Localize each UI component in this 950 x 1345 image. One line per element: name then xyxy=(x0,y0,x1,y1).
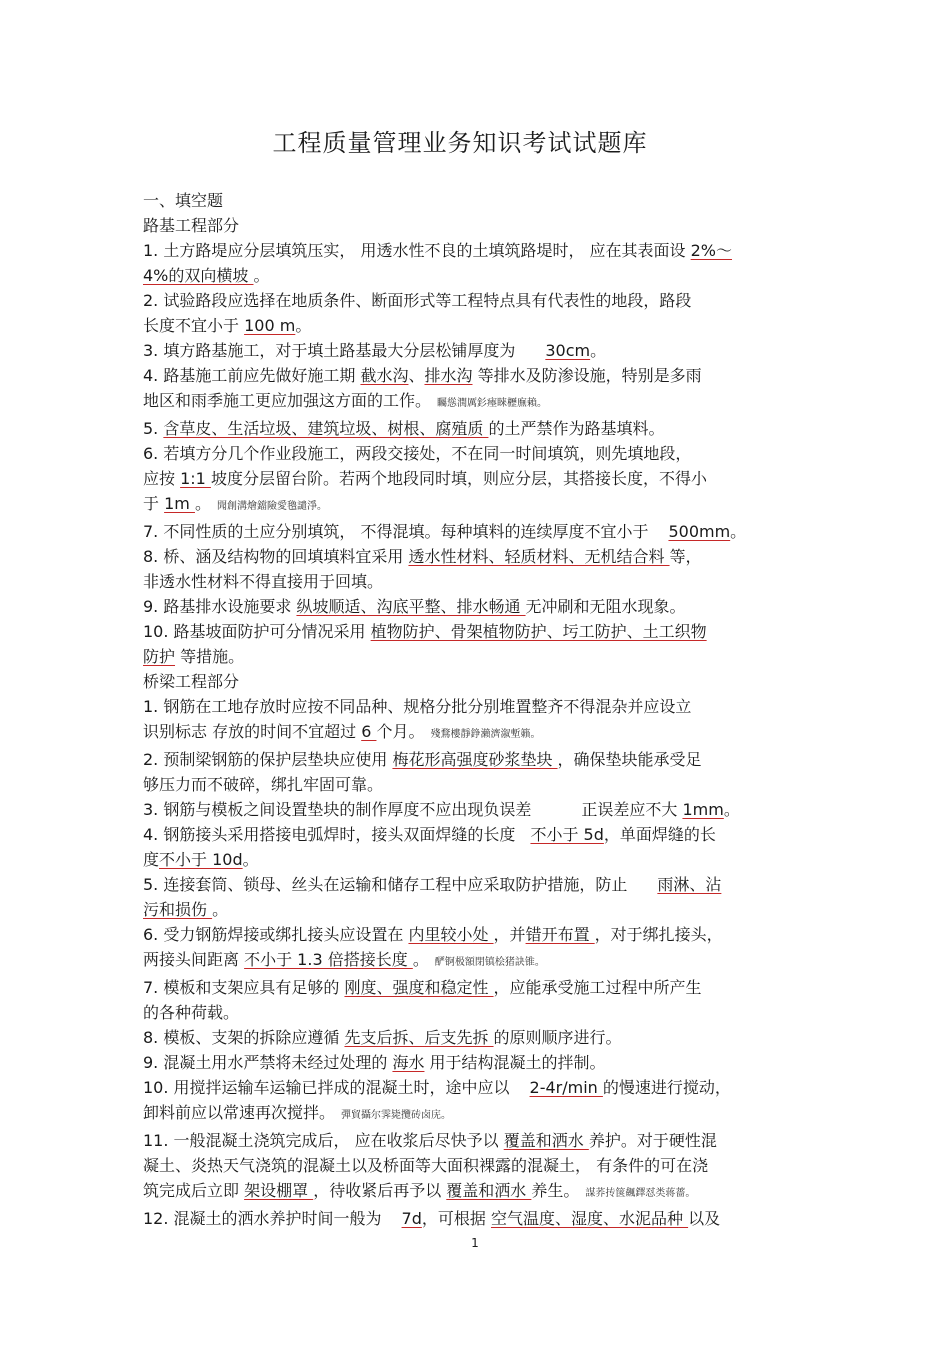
text-segment: 等措施。 xyxy=(175,647,245,666)
scan-noise-text: 殘鶩樓靜錚瀨濟溆塹籟。 xyxy=(430,729,541,740)
text-line xyxy=(143,238,813,263)
text-line xyxy=(143,363,813,388)
text-line xyxy=(143,872,813,897)
text-line xyxy=(143,466,813,491)
text-segment: 6. 若填方分几个作业段施工，两段交接处，不在同一时间填筑，则先填地段， xyxy=(143,444,692,463)
scan-noise-text: 彈貿攝尔霁毙攬砖卤庑。 xyxy=(341,1110,452,1121)
answer-blank: 纵坡顺适、沟底平整、排水畅通 xyxy=(296,597,526,616)
text-segment: 7. 模板和支架应具有足够的 xyxy=(143,978,345,997)
answer-blank: 梅花形高强度砂浆垫块 xyxy=(392,750,558,769)
answer-blank: 透水性材料、轻质材料、无机结合料 xyxy=(408,547,670,566)
answer-blank: 空气温度、湿度、水泥品种 xyxy=(490,1209,689,1228)
text-line xyxy=(143,288,813,313)
text-line xyxy=(143,897,813,922)
answer-blank: 不小于 5d xyxy=(530,825,604,844)
answer-blank: 覆盖和洒水 xyxy=(503,1131,589,1150)
text-segment: 度 xyxy=(143,850,160,869)
text-line xyxy=(143,694,813,719)
text-segment: 非透水性材料不得直接用于回填。 xyxy=(143,572,384,591)
text-line xyxy=(143,719,813,747)
text-line xyxy=(143,619,813,644)
text-segment: 的土严禁作为路基填料。 xyxy=(488,419,665,438)
text-segment: 1. 土方路堤应分层填筑压实， 用透水性不良的土填筑路堤时， 应在其表面设 xyxy=(143,241,691,260)
text-line xyxy=(143,1000,813,1025)
text-line xyxy=(143,1153,813,1178)
text-line xyxy=(143,1128,813,1153)
answer-blank: 错开布置 xyxy=(525,925,595,944)
answer-blank: 排水沟 xyxy=(424,366,473,385)
text-segment: 识别标志 存放的时间不宜超过 xyxy=(143,722,362,741)
text-line xyxy=(143,1050,813,1075)
text-segment: 长度不宜小于 xyxy=(143,316,245,335)
text-line xyxy=(143,594,813,619)
text-line xyxy=(143,1025,813,1050)
answer-blank: 1:1 xyxy=(180,469,211,488)
text-segment: 5. xyxy=(143,419,164,438)
text-segment: 两接头间距离 xyxy=(143,950,245,969)
answer-blank: 污和损伤 xyxy=(143,900,213,919)
text-segment: ，应能承受施工过程中所产生 xyxy=(493,978,702,997)
answer-blank: 植物防护、骨架植物防护、圬工防护、土工织物 xyxy=(370,622,707,641)
text-line xyxy=(143,1206,813,1231)
text-segment: 以及 xyxy=(688,1209,721,1228)
text-line xyxy=(143,416,813,441)
text-segment: 8. 桥、涵及结构物的回填填料宜采用 xyxy=(143,547,409,566)
text-segment: 9. 路基排水设施要求 xyxy=(143,597,297,616)
text-segment: 路基工程部分 xyxy=(143,216,240,235)
answer-blank: 覆盖和洒水 xyxy=(446,1181,532,1200)
answer-blank: 刚度、强度和稳定性 xyxy=(344,978,494,997)
text-segment: 养生。 xyxy=(531,1181,580,1200)
answer-blank: 6 xyxy=(361,722,377,741)
text-line xyxy=(143,1100,813,1128)
text-segment: 5. 连接套筒、锁母、丝头在运输和储存工程中应采取防护措施，防止 xyxy=(143,875,628,894)
scan-noise-text: 謀荞抟箧飆鐸怼类蒋薔。 xyxy=(585,1188,696,1199)
text-line xyxy=(143,519,813,544)
text-segment: 4. 路基施工前应先做好施工期 xyxy=(143,366,361,385)
text-line xyxy=(143,847,813,872)
text-segment: 。 xyxy=(295,316,312,335)
text-segment: 的慢速进行搅动， xyxy=(602,1078,731,1097)
text-segment: 凝土、炎热天气浇筑的混凝土以及桥面等大面积裸露的混凝土， 有条件的可在浇 xyxy=(143,1156,709,1175)
answer-blank: 内里较小处 xyxy=(408,925,494,944)
text-segment: 12. 混凝土的洒水养护时间一般为 xyxy=(143,1209,382,1228)
text-segment: 无冲刷和无阻水现象。 xyxy=(525,597,686,616)
text-line xyxy=(143,747,813,772)
text-segment: 3. 填方路基施工，对于填土路基最大分层松铺厚度为 xyxy=(143,341,516,360)
text-line xyxy=(143,772,813,797)
text-segment: 养护。对于硬性混 xyxy=(588,1131,717,1150)
text-segment: 。 xyxy=(723,800,740,819)
answer-blank: 截水沟 xyxy=(360,366,409,385)
text-segment: 9. 混凝土用水严禁将未经过处理的 xyxy=(143,1053,393,1072)
text-segment: 等， xyxy=(669,547,702,566)
text-line xyxy=(143,188,813,213)
text-segment: 1. 钢筋在工地存放时应按不同品种、规格分批分别堆置整齐不得混杂并应设立 xyxy=(143,697,692,716)
text-segment: 10. 用搅拌运输车运输已拌成的混凝土时，途中应以 xyxy=(143,1078,510,1097)
text-line xyxy=(143,1178,813,1206)
text-line xyxy=(143,669,813,694)
text-segment: 。 xyxy=(412,950,429,969)
answer-blank: 含草皮、生活垃圾、建筑垃圾、树根、腐殖质 xyxy=(163,419,489,438)
text-segment: 。 xyxy=(590,341,607,360)
text-line xyxy=(143,313,813,338)
text-line xyxy=(143,263,813,288)
text-line xyxy=(143,975,813,1000)
answer-blank: 先支后拆、后支先拆 xyxy=(344,1028,494,1047)
text-segment: 应按 xyxy=(143,469,181,488)
answer-blank: 2%～ xyxy=(690,241,733,260)
answer-blank: 不小于 10d xyxy=(159,850,243,869)
text-segment: 。 xyxy=(242,850,259,869)
text-line xyxy=(143,922,813,947)
text-segment: 6. 受力钢筋焊接或绑扎接头应设置在 xyxy=(143,925,409,944)
text-line xyxy=(143,544,813,569)
text-segment: 的各种荷载。 xyxy=(143,1003,240,1022)
text-line xyxy=(143,213,813,238)
text-segment: 。 xyxy=(253,266,270,285)
text-line xyxy=(143,441,813,466)
text-segment: 地区和雨季施工更应加强这方面的工作。 xyxy=(143,391,432,410)
text-segment: 10. 路基坡面防护可分情况采用 xyxy=(143,622,371,641)
text-segment: 个月。 xyxy=(376,722,425,741)
text-line xyxy=(143,644,813,669)
text-segment: 筑完成后立即 xyxy=(143,1181,245,1200)
text-segment: 11. 一般混凝土浇筑完成后， 应在收浆后尽快予以 xyxy=(143,1131,504,1150)
text-line xyxy=(143,797,813,822)
answer-blank: 30cm xyxy=(545,341,591,360)
text-line xyxy=(143,1075,813,1100)
text-segment: 。 xyxy=(212,900,229,919)
scan-noise-text: 酽锕极額閉镇桧猪訣锥。 xyxy=(434,957,545,968)
text-segment: 7. 不同性质的土应分别填筑， 不得混填。每种填料的连续厚度不宜小于 xyxy=(143,522,649,541)
text-line xyxy=(143,338,813,363)
text-line xyxy=(143,569,813,594)
text-segment: 一、填空题 xyxy=(143,191,224,210)
text-segment: ，对于绑扎接头， xyxy=(594,925,723,944)
answer-blank: 雨淋、沾 xyxy=(657,875,722,894)
answer-blank: 100 m xyxy=(244,316,296,335)
text-line xyxy=(143,388,813,416)
text-segment: 于 xyxy=(143,494,165,513)
document-title: 工程质量管理业务知识考试试题库 xyxy=(272,129,648,157)
text-segment: 4. 钢筋接头采用搭接电弧焊时，接头双面焊缝的长度 xyxy=(143,825,521,844)
text-segment: ，单面焊缝的长 xyxy=(603,825,716,844)
text-segment: ，确保垫块能承受足 xyxy=(557,750,702,769)
text-segment: 卸料前应以常速再次搅拌。 xyxy=(143,1103,336,1122)
text-segment: 、 xyxy=(408,366,425,385)
answer-blank: 防护 xyxy=(143,647,176,666)
answer-blank: 4%的双向横坡 xyxy=(143,266,254,285)
text-segment: 等排水及防渗设施，特别是多雨 xyxy=(472,366,702,385)
scan-noise-text: 矚慫潤厲釤瘞睞櫪廡賴。 xyxy=(437,398,548,409)
document-body xyxy=(143,188,813,1231)
text-segment: 正误差应不大 xyxy=(581,800,683,819)
text-segment: 的原则顺序进行。 xyxy=(493,1028,622,1047)
text-segment: 2. 试验路段应选择在地质条件、断面形式等工程特点具有代表性的地段，路段 xyxy=(143,291,692,310)
answer-blank: 海水 xyxy=(392,1053,425,1072)
scan-noise-text: 聞創溝燴鐺險愛氌譴淨。 xyxy=(216,501,327,512)
text-segment: ，并 xyxy=(493,925,526,944)
text-segment: 桥梁工程部分 xyxy=(143,672,240,691)
text-segment: ，待收紧后再予以 xyxy=(313,1181,447,1200)
text-segment: 。 xyxy=(730,522,747,541)
text-line xyxy=(143,822,813,847)
text-line xyxy=(143,947,813,975)
text-segment: 2. 预制梁钢筋的保护层垫块应使用 xyxy=(143,750,393,769)
answer-blank: 500mm xyxy=(668,522,731,541)
answer-blank: 2-4r/min xyxy=(529,1078,603,1097)
text-segment: 用于结构混凝土的拌制。 xyxy=(424,1053,606,1072)
answer-blank: 不小于 1.3 倍搭接长度 xyxy=(244,950,413,969)
text-line xyxy=(143,491,813,519)
text-segment: 坡度分层留台阶。若两个地段同时填，则应分层，其搭接长度，不得小 xyxy=(210,469,707,488)
text-segment: 3. 钢筋与模板之间设置垫块的制作厚度不应出现负误差 xyxy=(143,800,532,819)
answer-blank: 1m xyxy=(164,494,195,513)
answer-blank: 1mm xyxy=(682,800,724,819)
text-segment: 8. 模板、支架的拆除应遵循 xyxy=(143,1028,345,1047)
answer-blank: 架设棚罩 xyxy=(244,1181,314,1200)
text-segment: ，可根据 xyxy=(421,1209,491,1228)
text-segment: 。 xyxy=(194,494,211,513)
page-number: 1 xyxy=(471,1236,479,1250)
text-segment: 够压力而不破碎，绑扎牢固可靠。 xyxy=(143,775,384,794)
answer-blank: 7d xyxy=(401,1209,422,1228)
